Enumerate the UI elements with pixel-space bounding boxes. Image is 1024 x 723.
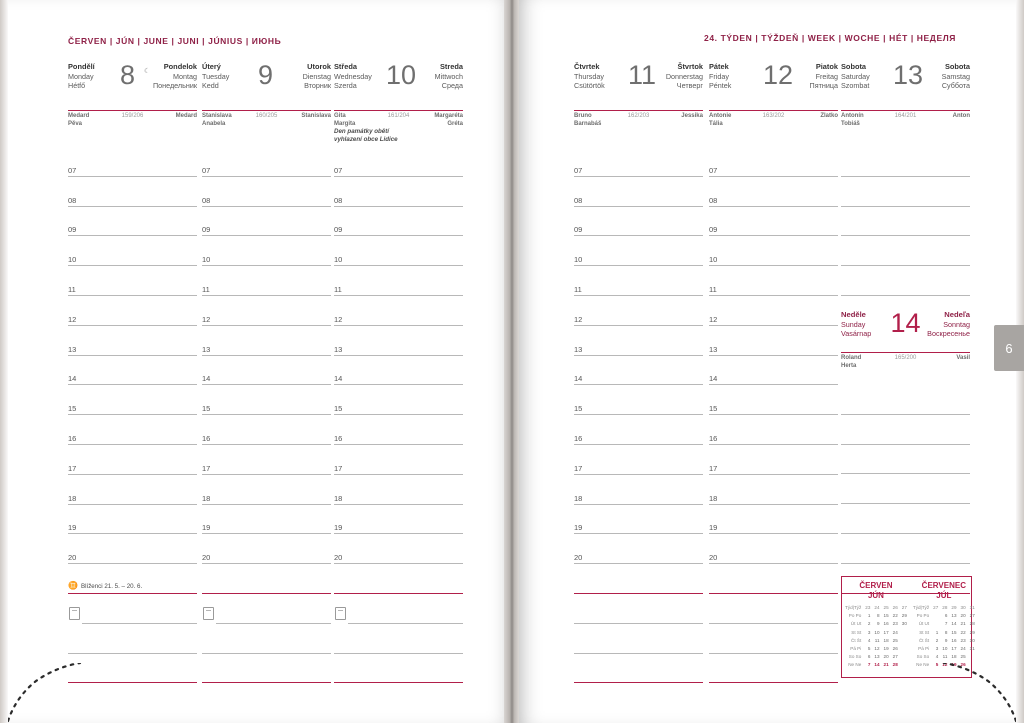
hour-row[interactable]: 18 [709,475,838,505]
note-row[interactable] [841,207,970,237]
hour-row[interactable]: 11 [68,266,197,296]
hour-grid-10 [334,147,463,683]
hour-row[interactable]: 15 [709,385,838,415]
day-column-9 [202,62,331,131]
hour-row[interactable]: 10 [709,236,838,266]
day-header [202,62,331,108]
hour-row[interactable]: 12 [68,296,197,326]
hour-row[interactable]: 14 [574,356,703,386]
note-row[interactable] [841,177,970,207]
day-column-13 [841,62,970,131]
note-row[interactable] [68,624,197,654]
note-row[interactable] [841,504,970,534]
holiday-note: Den památky obětí vyhlazení obce Lidice [334,128,398,143]
note-row[interactable] [841,266,970,296]
sunday-names-left: Neděle Sunday Vasárnap [841,310,872,339]
note-row[interactable] [841,415,970,445]
event-row[interactable] [334,564,463,594]
hour-row[interactable]: 09 [574,207,703,237]
month-header-left: ČERVEN | JÚN | JUNE | JUNI | JÚNIUS | ИЮНЬ [68,36,282,46]
day-column-12 [709,62,838,131]
hour-row[interactable]: 09 [202,207,331,237]
note-row[interactable] [841,385,970,415]
hour-row[interactable]: 08 [68,177,197,207]
hour-row[interactable]: 10 [202,236,331,266]
hour-row[interactable]: 13 [709,326,838,356]
note-row[interactable] [68,594,197,624]
day-header [574,62,703,108]
hour-row[interactable]: 11 [202,266,331,296]
note-row[interactable] [202,594,331,624]
hour-row[interactable]: 20 [68,534,197,564]
note-row[interactable] [574,654,703,684]
hour-row[interactable]: 19 [68,505,197,535]
day-names-right: Streda Mittwoch Среда [434,62,463,91]
note-row[interactable] [334,624,463,654]
hour-row[interactable]: 19 [334,505,463,535]
day-number: 10 [386,60,417,90]
hour-row[interactable]: 19 [202,505,331,535]
hour-row[interactable]: 09 [709,207,838,237]
page-left [8,0,512,723]
hour-row[interactable]: 13 [574,326,703,356]
page-corner-right [896,663,1016,723]
hour-row[interactable]: 09 [334,207,463,237]
hour-row[interactable]: 16 [334,415,463,445]
hour-row[interactable]: 16 [574,415,703,445]
note-row[interactable] [202,654,331,684]
sunday-nameday-row: Roland Herta 165/200 Vasil [841,352,970,373]
event-row[interactable] [709,564,838,594]
note-row[interactable] [709,624,838,654]
hour-row[interactable]: 17 [202,445,331,475]
mini-calendar-june [842,577,910,677]
day-column-11 [574,62,703,131]
hour-row[interactable]: 15 [574,385,703,415]
hour-row[interactable]: 12 [334,296,463,326]
day-number: 8 [120,60,136,90]
day-header [334,62,463,108]
hour-row[interactable]: 20 [334,534,463,564]
hour-row[interactable]: 15 [68,385,197,415]
day-names-left: Pondělí Monday Hétfő [68,62,95,91]
hour-grid-12 [709,147,838,683]
day-header [709,62,838,108]
moon-phase-icon: ☾ [144,68,151,75]
hour-row[interactable]: 09 [68,207,197,237]
day-header [68,62,197,108]
hour-row[interactable]: 12 [202,296,331,326]
hour-row[interactable]: 07 [334,147,463,177]
day-names-left: Pátek Friday Péntek [709,62,732,91]
zodiac-event: ♊ Blíženci 21. 5. – 20. 6. [68,580,143,590]
sunday-block [841,310,970,373]
note-row[interactable] [709,594,838,624]
sunday-header [841,310,970,354]
hour-grid-11 [574,147,703,683]
hour-row[interactable]: 18 [68,475,197,505]
hour-row[interactable]: 18 [202,475,331,505]
day-column-8 [68,62,197,131]
note-row[interactable] [841,147,970,177]
hour-row[interactable]: 18 [574,475,703,505]
nameday-row: Stanislava Anabela 160/205 Stanislava [202,110,331,131]
mini-cal-grid: Týd|Týž 27 28 29 30 31 Po Po 6 13 20 27 Út Ut 7 14 21 28 St St 1 8 15 22 29 Čt Št 2 9 16 23 30 Pá Pi 3 10 17 24 31 So So 4 11 18 25 Ne Ne 5 12 19 26 [912,605,975,668]
nameday-row: Medard Pěva 159/206 Medard [68,110,197,131]
day-names-right: Utorok Dienstag Вторник [302,62,331,91]
note-icon [203,607,214,620]
day-column-10 [334,60,463,143]
nameday-row: Antonín Tobiáš 164/201 Anton [841,110,970,131]
mini-cal-title: ČERVENEC JÚL [921,581,966,600]
hour-row[interactable]: 16 [202,415,331,445]
hour-row[interactable]: 07 [68,147,197,177]
note-row[interactable] [574,624,703,654]
day-names-right: Sobota Samstag Суббота [941,62,970,91]
hour-row[interactable]: 12 [709,296,838,326]
page-right [519,0,1016,723]
hour-row[interactable]: 18 [334,475,463,505]
mini-cal-grid: Týd|Týž 23 24 25 26 27 Po Po 1 8 15 22 29 Út Ut 2 9 16 23 30 St St 3 10 17 24 Čt Št 4 11 18 25 Pá Pi 5 12 19 26 So So 6 13 20 27 Ne Ne 7 14 21 28 [845,605,907,668]
sunday-number: 14 [890,308,921,338]
hour-row[interactable]: 20 [202,534,331,564]
zodiac-icon: ♊ [68,580,78,590]
hour-row[interactable]: 17 [574,445,703,475]
hour-row[interactable]: 07 [709,147,838,177]
day-number: 11 [628,60,657,90]
event-row[interactable] [68,564,197,594]
nameday-row: Gita Margita 161/204 Margaréta Gréta [334,110,463,131]
note-row[interactable] [574,594,703,624]
note-row[interactable] [709,654,838,684]
hour-row[interactable]: 14 [334,356,463,386]
page-corner-left [8,663,128,723]
day-header [841,62,970,108]
sunday-names-right: Nedeľa Sonntag Воскресенье [927,310,970,339]
hour-row[interactable]: 13 [202,326,331,356]
hour-row[interactable]: 17 [709,445,838,475]
hour-row[interactable]: 10 [334,236,463,266]
hour-row[interactable]: 13 [334,326,463,356]
sunday-lines [841,385,970,594]
hour-row[interactable]: 11 [574,266,703,296]
mini-calendar-july [910,577,978,677]
nameday-row: Antonie Tália 163/202 Zlatko [709,110,838,131]
note-row[interactable] [334,594,463,624]
hour-row[interactable]: 14 [202,356,331,386]
hour-row[interactable]: 08 [574,177,703,207]
note-icon [335,607,346,620]
day-names-left: Úterý Tuesday Kedd [202,62,230,91]
hour-row[interactable]: 13 [68,326,197,356]
hour-row[interactable]: 20 [574,534,703,564]
nameday-row: Bruno Barnabáš 162/203 Jessika [574,110,703,131]
note-row[interactable] [841,534,970,564]
hour-row[interactable]: 07 [574,147,703,177]
day-names-right: Piatok Freitag Пятница [809,62,838,91]
day-number: 13 [893,60,924,90]
hour-row[interactable]: 11 [334,266,463,296]
hour-row[interactable]: 15 [334,385,463,415]
mini-cal-title: ČERVEN JÚN [859,581,893,600]
hour-row[interactable]: 08 [202,177,331,207]
hour-row[interactable]: 16 [709,415,838,445]
hour-row[interactable]: 11 [709,266,838,296]
hour-row[interactable]: 17 [334,445,463,475]
day-names-right: Štvrtok Donnerstag Четверг [665,62,703,91]
book-gutter [504,0,520,723]
day-names-right: Pondelok Montag Понедельник [153,62,197,91]
hour-row[interactable]: 16 [68,415,197,445]
hour-row[interactable]: 19 [574,505,703,535]
hour-row[interactable]: 20 [709,534,838,564]
hour-row[interactable]: 14 [68,356,197,386]
month-tab-marker[interactable]: 6 [994,325,1024,371]
hour-row[interactable]: 14 [709,356,838,386]
hour-row[interactable]: 10 [574,236,703,266]
event-row[interactable] [202,564,331,594]
hour-row[interactable]: 19 [709,505,838,535]
day-names-left: Sobota Saturday Szombat [841,62,870,91]
hour-row[interactable]: 17 [68,445,197,475]
day-number: 9 [258,60,274,90]
note-row[interactable] [841,236,970,266]
week-header-right: 24. TÝDEN | TÝŽDEŇ | WEEK | WOCHE | HÉT | НЕДЕЛЯ [704,33,956,43]
hour-row[interactable]: 15 [202,385,331,415]
hour-row[interactable]: 10 [68,236,197,266]
day-names-left: Čtvrtek Thursday Csütörtök [574,62,605,91]
note-row[interactable] [334,654,463,684]
note-icon [69,607,80,620]
hour-row[interactable]: 08 [334,177,463,207]
day-names-left: Středa Wednesday Szerda [334,62,372,91]
note-row[interactable] [202,624,331,654]
hour-grid-9 [202,147,331,683]
hour-row[interactable]: 08 [709,177,838,207]
hour-row[interactable]: 12 [574,296,703,326]
hour-row[interactable]: 07 [202,147,331,177]
note-row[interactable] [841,474,970,504]
hour-grid-13 [841,147,970,296]
event-row[interactable] [574,564,703,594]
note-row[interactable] [841,445,970,475]
day-number: 12 [763,60,794,90]
hour-grid-8 [68,147,197,683]
